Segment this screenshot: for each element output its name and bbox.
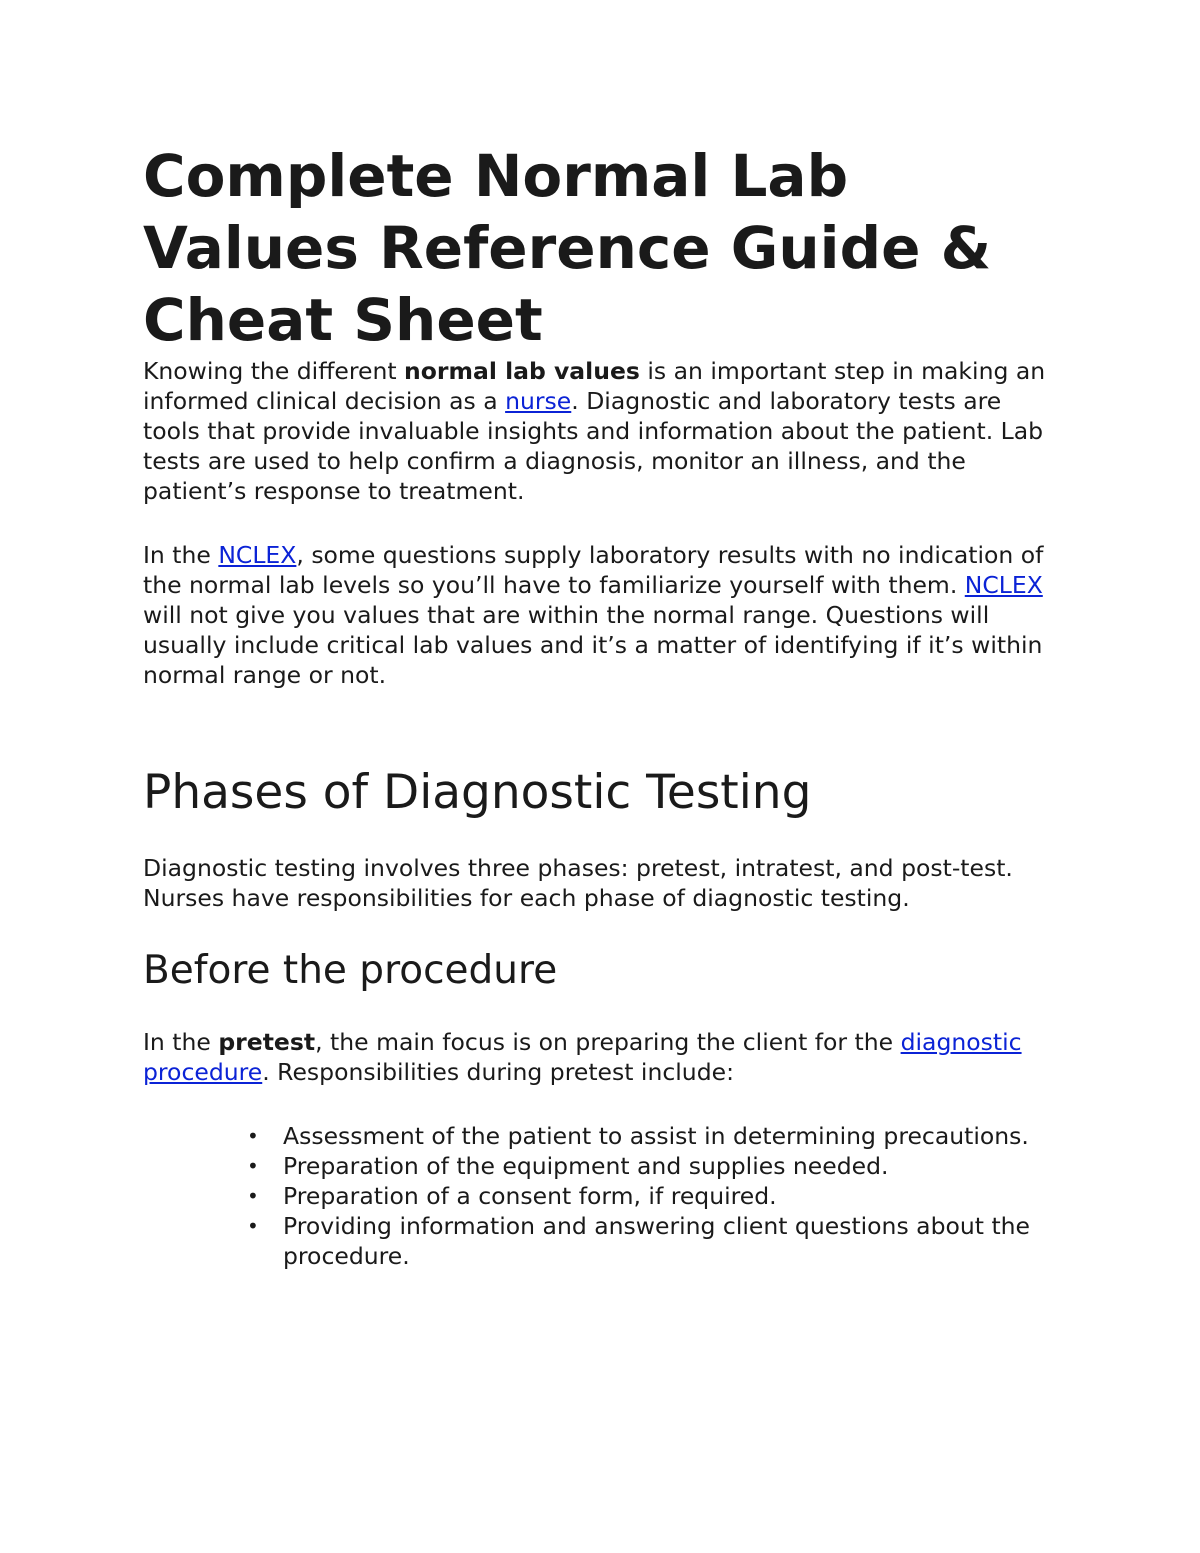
list-item <box>247 1121 1063 1151</box>
list-item-text: Providing information and answering client questions about the procedure. <box>283 1212 1031 1270</box>
pretest-text-2: , the main focus is on preparing the client for the <box>315 1028 901 1056</box>
list-item <box>247 1151 1063 1181</box>
bullet-icon: • <box>247 1154 259 1178</box>
pretest-responsibilities-list <box>143 1121 1063 1271</box>
intro-p2-text-3: will not give you values that are within the normal range. Questions will usually include critical lab values and it’s a matter of identifying if it’s within normal range or not. <box>143 601 1043 689</box>
bullet-icon: • <box>247 1184 259 1208</box>
list-item-text: Preparation of a consent form, if required. <box>283 1182 777 1210</box>
list-item <box>247 1181 1063 1211</box>
intro-p1-text-1: Knowing the different <box>143 357 405 385</box>
intro-p2-text-2: , some questions supply laboratory results with no indication of the normal lab levels so you’ll have to familiarize yourself with them. <box>143 541 1044 599</box>
page-title: Complete Normal Lab Values Reference Guide & Cheat Sheet <box>143 142 992 354</box>
phases-paragraph: Diagnostic testing involves three phases: pretest, intratest, and post-test. Nurses have responsibilities for each phase of diagnostic testing. <box>143 854 1013 912</box>
intro-p2-text-1: In the <box>143 541 219 569</box>
nclex-link-1[interactable]: NCLEX <box>218 541 297 569</box>
bullet-icon: • <box>247 1214 259 1238</box>
list-item-text: Preparation of the equipment and supplies needed. <box>283 1152 889 1180</box>
intro-p1-text-3: . Diagnostic and laboratory tests are tools that provide invaluable insights and information about the patient. Lab tests are used to help confirm a diagnosis, monitor an illness, and the patient’s response to treatment. <box>143 387 1044 505</box>
intro-p1-bold: normal lab values <box>404 357 640 385</box>
nclex-link-2[interactable]: NCLEX <box>964 571 1043 599</box>
diagnostic-procedure-link[interactable]: diagnostic procedure <box>143 1028 1022 1086</box>
intro-paragraph-2 <box>143 540 1063 690</box>
document-page <box>143 140 1063 1271</box>
before-procedure-heading: Before the procedure <box>143 948 558 993</box>
pretest-text-1: In the <box>143 1028 219 1056</box>
intro-paragraph-1 <box>143 356 1063 506</box>
intro-p1-text-2: is an important step in making an informed clinical decision as a <box>143 357 1046 415</box>
phases-heading: Phases of Diagnostic Testing <box>143 765 812 820</box>
pretest-paragraph <box>143 1027 1063 1087</box>
pretest-bold: pretest <box>218 1028 316 1056</box>
pretest-text-3: . Responsibilities during pretest include: <box>262 1058 734 1086</box>
list-item <box>247 1211 1063 1271</box>
nurse-link[interactable]: nurse <box>505 387 572 415</box>
bullet-icon: • <box>247 1124 259 1148</box>
list-item-text: Assessment of the patient to assist in determining precautions. <box>283 1122 1029 1150</box>
